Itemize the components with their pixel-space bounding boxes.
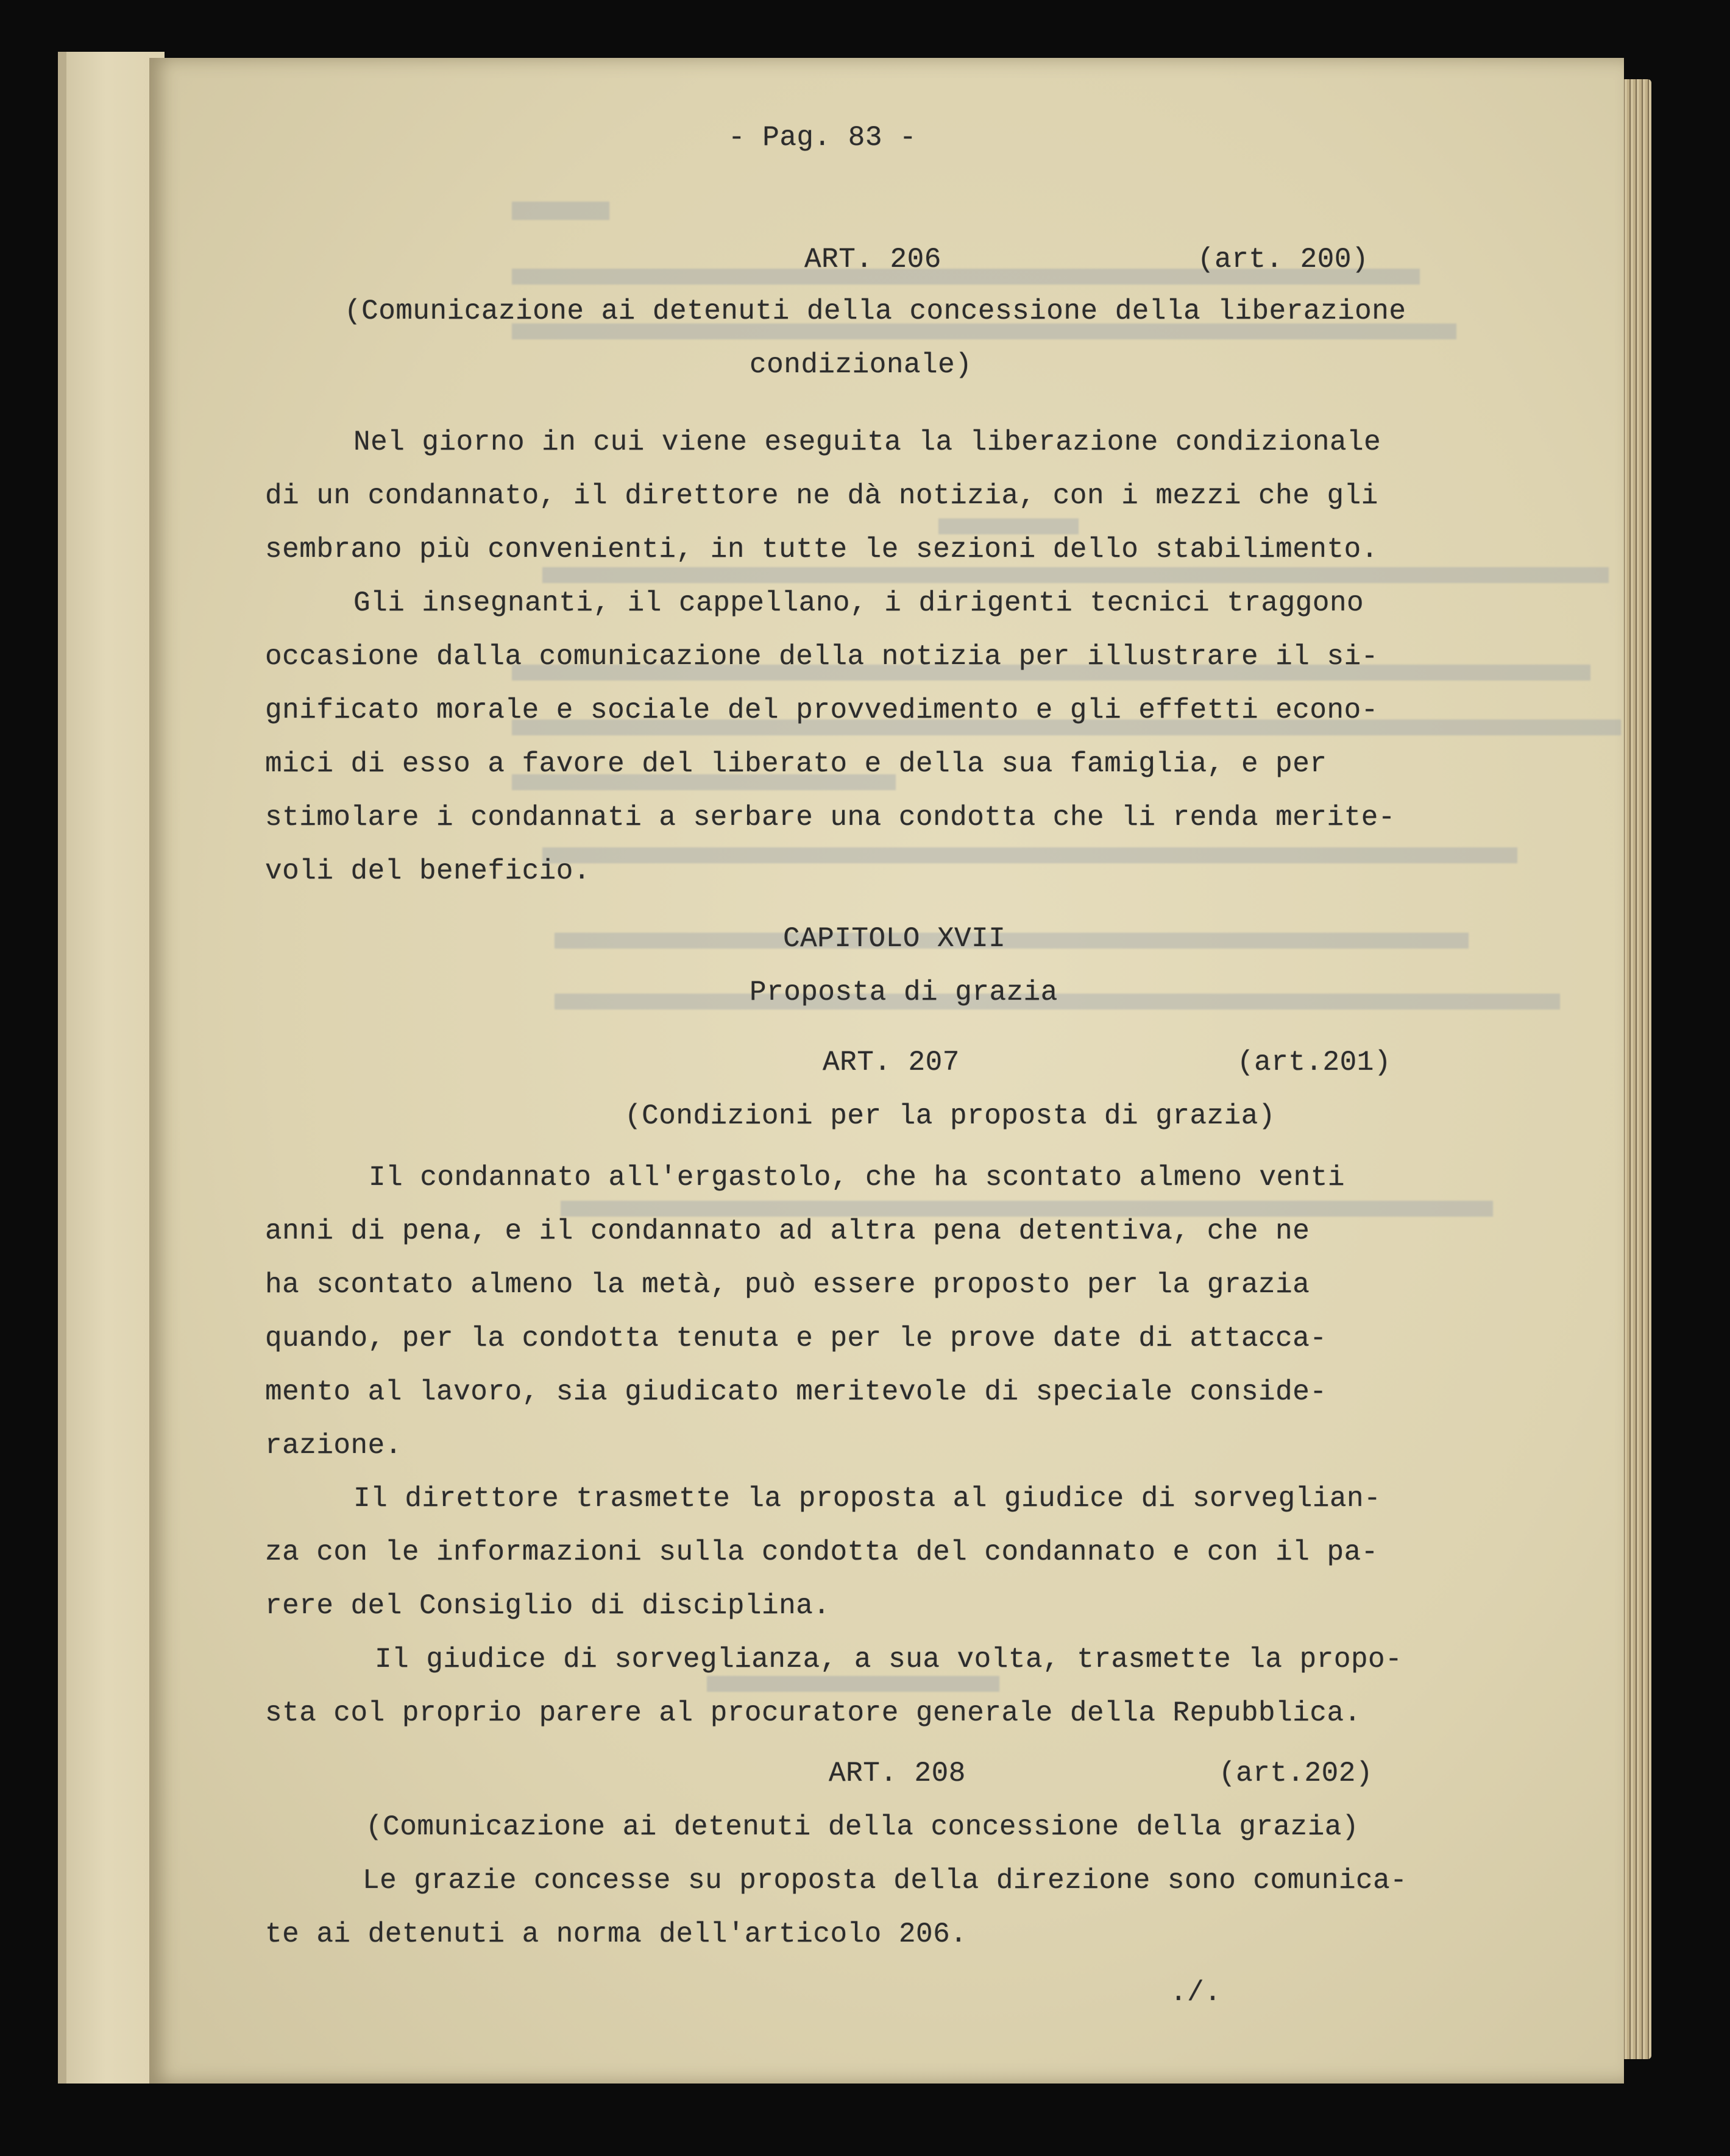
article-207-p1-line-5: mento al lavoro, sia giudicato meritevole di speciale conside- — [265, 1376, 1327, 1408]
article-208-title-line-1: (Comunicazione ai detenuti della concessione della grazia) — [366, 1811, 1360, 1843]
article-208-ref: (art.202) — [1219, 1758, 1373, 1789]
article-206-p2-line-4: mici di esso a favore del liberato e della sua famiglia, e per — [265, 748, 1327, 780]
continuation-mark: ./. — [1170, 1977, 1222, 2009]
chapter-title: Proposta di grazia — [750, 977, 1058, 1008]
article-206-p2-line-5: stimolare i condannati a serbare una condotta che li renda merite- — [265, 802, 1395, 833]
document-page — [149, 58, 1624, 2084]
article-207-p2-line-1: Il direttore trasmette la proposta al giudice di sorveglian- — [353, 1483, 1381, 1515]
article-208-number: ART. 208 — [829, 1758, 966, 1789]
article-207-p1-line-2: anni di pena, e il condannato ad altra pena detentiva, che ne — [265, 1215, 1310, 1247]
article-206-p2-line-3: gnificato morale e sociale del provvedimento e gli effetti econo- — [265, 695, 1378, 726]
bleed-through-texture — [424, 174, 1581, 1758]
article-206-p2-line-2: occasione dalla comunicazione della notizia per illustrare il si- — [265, 641, 1378, 673]
chapter-heading: CAPITOLO XVII — [783, 923, 1006, 955]
article-207-p1-line-3: ha scontato almeno la metà, può essere proposto per la grazia — [265, 1269, 1310, 1301]
article-207-p3-line-1: Il giudice di sorveglianza, a sua volta, trasmette la propo- — [375, 1644, 1403, 1675]
article-206-p1-line-2: di un condannato, il direttore ne dà notizia, con i mezzi che gli — [265, 480, 1378, 512]
article-208-p1-line-1: Le grazie concesse su proposta della direzione sono comunica- — [363, 1865, 1408, 1896]
article-207-p2-line-2: za con le informazioni sulla condotta del condannato e con il pa- — [265, 1536, 1378, 1568]
article-206-p1-line-1: Nel giorno in cui viene eseguita la liberazione condizionale — [353, 426, 1381, 458]
article-207-p3-line-2: sta col proprio parere al procuratore generale della Repubblica. — [265, 1697, 1361, 1729]
article-206-p1-line-3: sembrano più convenienti, in tutte le sezioni dello stabilimento. — [265, 534, 1378, 565]
article-208-p1-line-2: te ai detenuti a norma dell'articolo 206. — [265, 1918, 968, 1950]
article-206-ref: (art. 200) — [1197, 244, 1369, 275]
previous-page-edge — [58, 52, 165, 2084]
article-206-p2-line-6: voli del beneficio. — [265, 855, 590, 887]
page-number-header: - Pag. 83 - — [728, 122, 917, 154]
article-206-number: ART. 206 — [804, 244, 941, 275]
previous-page-fringe — [58, 52, 66, 2084]
article-207-ref: (art.201) — [1237, 1047, 1391, 1078]
article-206-title-line-2: condizionale) — [750, 349, 973, 381]
article-207-p1-line-1: Il condannato all'ergastolo, che ha scontato almeno venti — [369, 1162, 1345, 1193]
article-207-title-line-1: (Condizioni per la proposta di grazia) — [625, 1100, 1275, 1132]
article-206-p2-line-1: Gli insegnanti, il cappellano, i dirigenti tecnici traggono — [353, 587, 1364, 619]
article-207-p1-line-6: razione. — [265, 1430, 402, 1461]
article-207-p1-line-4: quando, per la condotta tenuta e per le prove date di attacca- — [265, 1323, 1327, 1354]
article-206-title-line-1: (Comunicazione ai detenuti della concessione della liberazione — [344, 295, 1406, 327]
article-207-p2-line-3: rere del Consiglio di disciplina. — [265, 1590, 831, 1622]
article-207-number: ART. 207 — [823, 1047, 960, 1078]
